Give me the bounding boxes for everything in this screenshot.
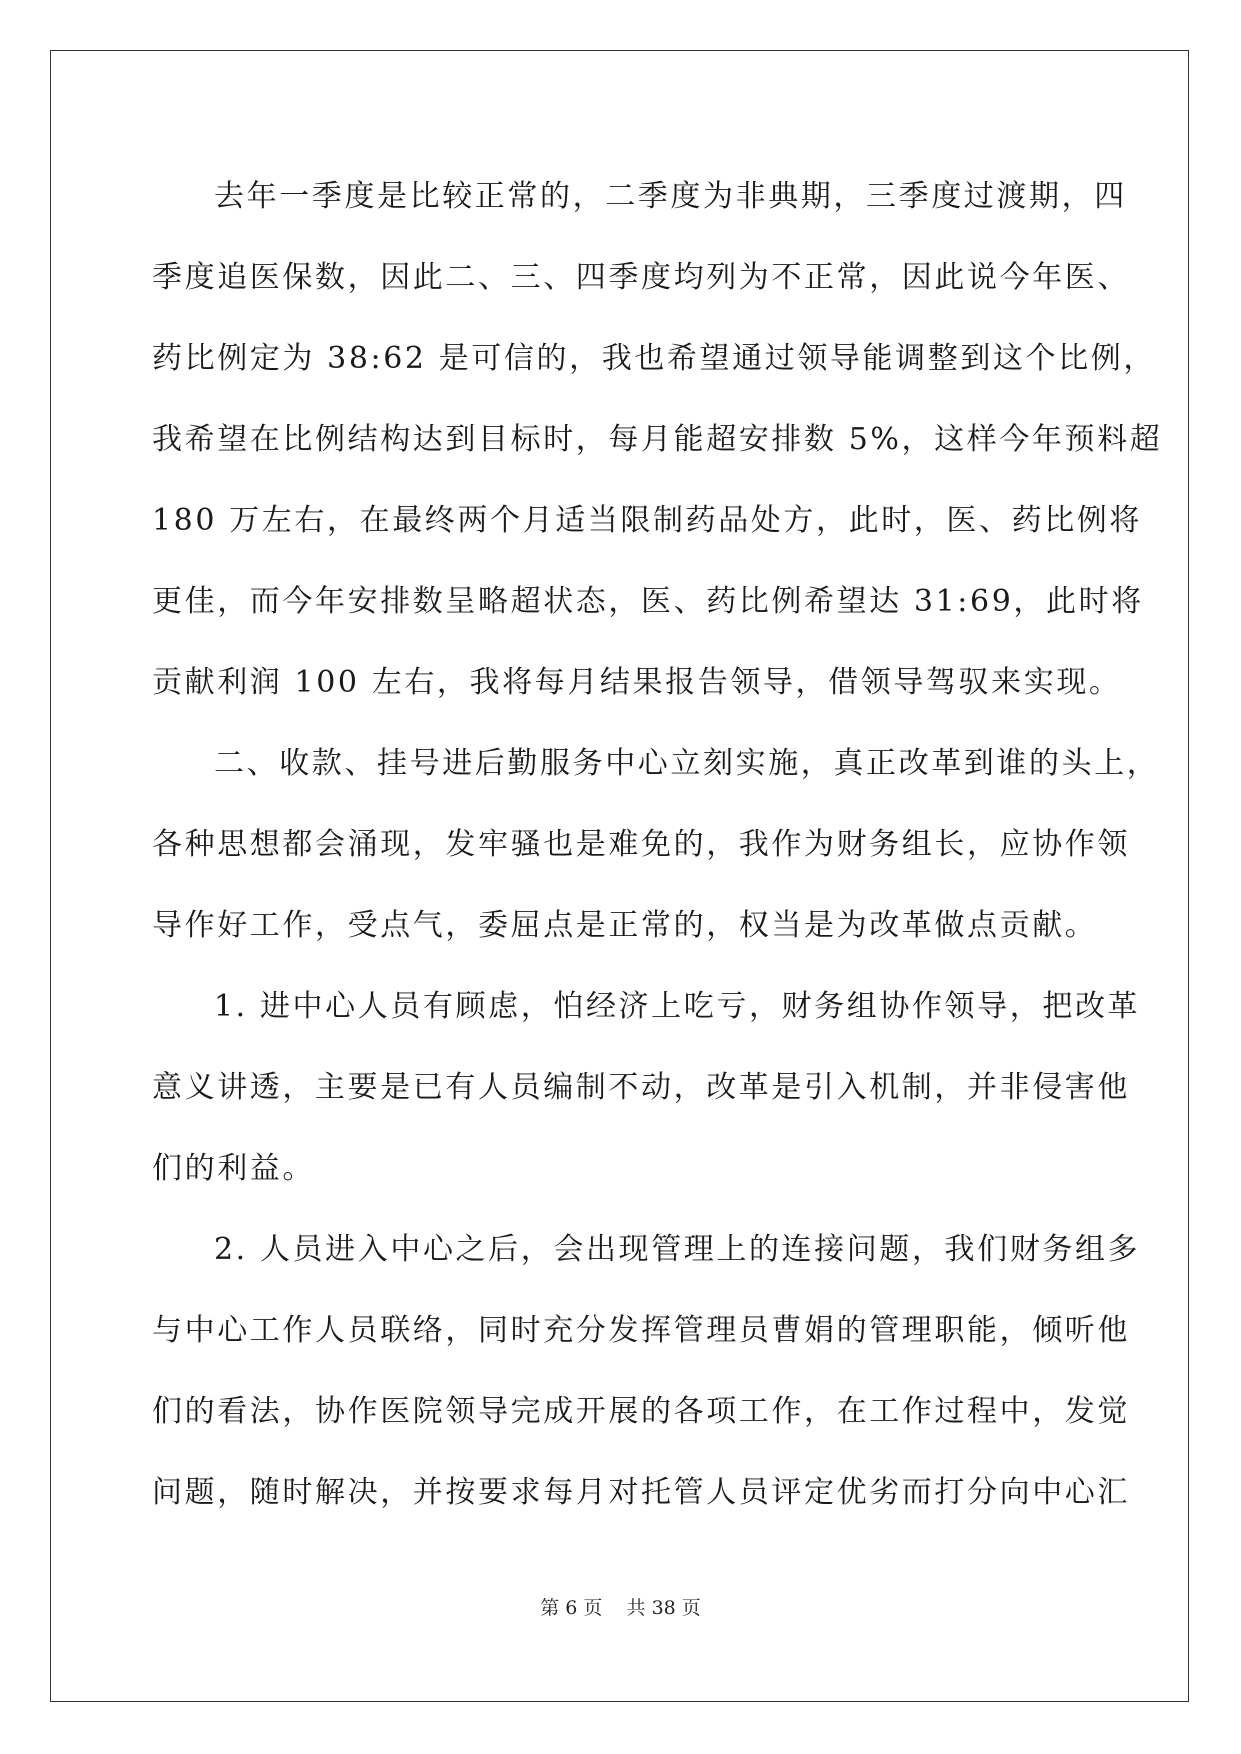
document-body: [152, 156, 1163, 1533]
text-line: 们的看法，协作医院领导完成开展的各项工作，在工作过程中，发觉: [152, 1394, 1130, 1429]
text-line: 贡献利润 100 左右，我将每月结果报告领导，借领导驾驭来实现。: [152, 665, 1122, 700]
text-line: 二、收款、挂号进后勤服务中心立刻实施，真正改革到谁的头上，: [214, 746, 1160, 781]
text-line: 180 万左右，在最终两个月适当限制药品处方，此时，医、药比例将: [152, 503, 1142, 538]
text-line: 们的利益。: [152, 1151, 315, 1186]
page-number-footer: 第 6 页 共 38 页: [540, 1597, 701, 1619]
text-line: 2. 人员进入中心之后，会出现管理上的连接问题，我们财务组多: [214, 1232, 1141, 1267]
text-line: 去年一季度是比较正常的，二季度为非典期，三季度过渡期，四: [214, 179, 1127, 214]
text-line: 药比例定为 38:62 是可信的，我也希望通过领导能调整到这个比例，: [152, 341, 1156, 376]
text-line: 更佳，而今年安排数呈略超状态，医、药比例希望达 31:69，此时将: [152, 584, 1144, 619]
text-line: 问题，随时解决，并按要求每月对托管人员评定优劣而打分向中心汇: [152, 1475, 1130, 1510]
text-line: 各种思想都会涌现，发牢骚也是难免的，我作为财务组长，应协作领: [152, 827, 1130, 862]
text-line: 季度追医保数，因此二、三、四季度均列为不正常，因此说今年医、: [152, 260, 1130, 295]
text-line: 导作好工作，受点气，委屈点是正常的，权当是为改革做点贡献。: [152, 908, 1098, 943]
text-line: 与中心工作人员联络，同时充分发挥管理员曹娟的管理职能，倾听他: [152, 1313, 1130, 1348]
text-line: 意义讲透，主要是已有人员编制不动，改革是引入机制，并非侵害他: [152, 1070, 1130, 1105]
text-line: 我希望在比例结构达到目标时，每月能超安排数 5%，这样今年预料超: [152, 422, 1163, 457]
text-line: 1. 进中心人员有顾虑，怕经济上吃亏，财务组协作领导，把改革: [214, 989, 1141, 1024]
